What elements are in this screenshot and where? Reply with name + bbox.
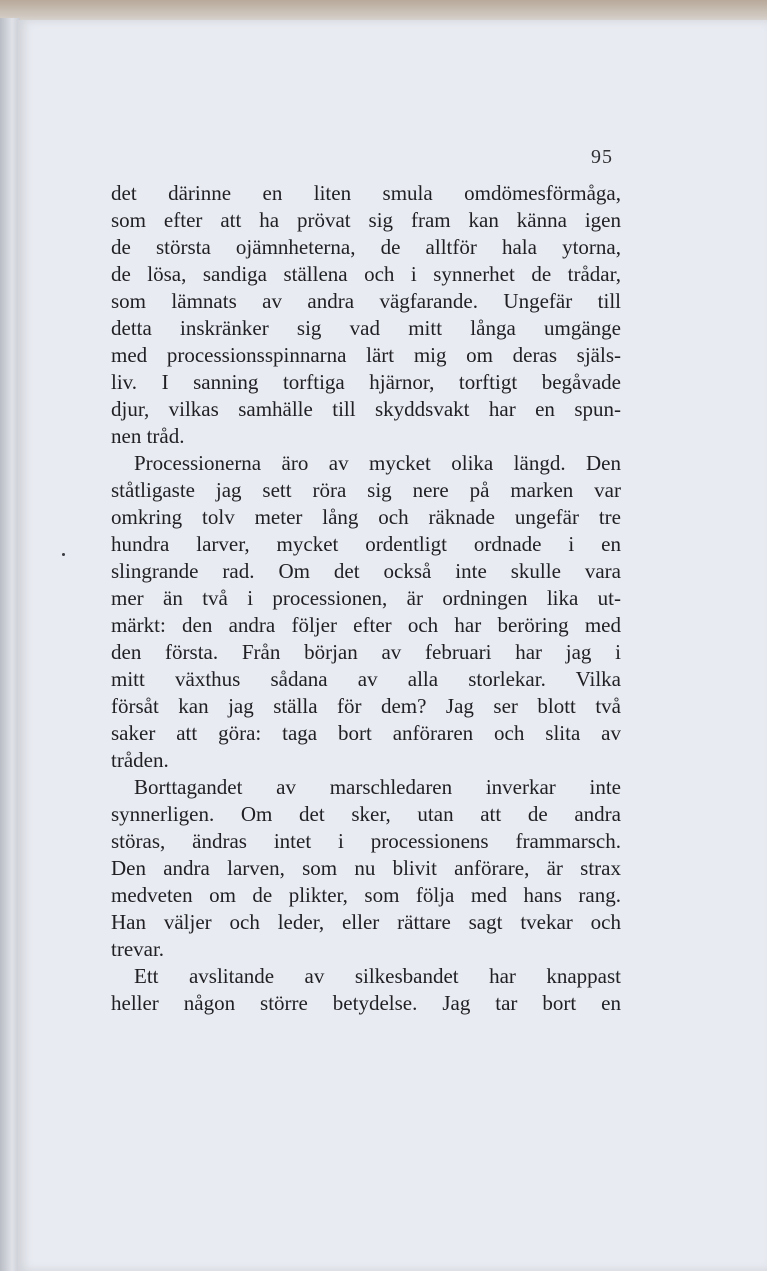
text-line: hundra larver, mycket ordentligt ordnade i en xyxy=(111,532,621,556)
text-line: Han väljer och leder, eller rättare sagt tvekar och xyxy=(111,910,621,934)
text-line: Processionerna äro av mycket olika längd. Den xyxy=(134,451,621,475)
text-line: Borttagandet av marschledaren inverkar inte xyxy=(134,775,621,799)
text-line: de lösa, sandiga ställena och i synnerhet de trådar, xyxy=(111,262,621,286)
text-line: liv. I sanning torftiga hjärnor, torftigt begåvade xyxy=(111,370,621,394)
text-line: som efter att ha prövat sig fram kan känna igen xyxy=(111,208,621,232)
text-line: detta inskränker sig vad mitt långa umgänge xyxy=(111,316,621,340)
text-line: saker att göra: taga bort anföraren och slita av xyxy=(111,721,621,745)
text-line: tråden. xyxy=(111,748,169,772)
text-line: medveten om de plikter, som följa med hans rang. xyxy=(111,883,621,907)
margin-speck xyxy=(62,553,65,556)
text-line: som lämnats av andra vägfarande. Ungefär till xyxy=(111,289,621,313)
text-line: Den andra larven, som nu blivit anförare, är strax xyxy=(111,856,621,880)
body-text xyxy=(111,180,621,1017)
text-line: synnerligen. Om det sker, utan att de andra xyxy=(111,802,621,826)
text-line: trevar. xyxy=(111,937,165,961)
left-page-edge xyxy=(0,18,20,1271)
text-line: det därinne en liten smula omdömesförmåga, xyxy=(111,181,621,205)
text-line: mitt växthus sådana av alla storlekar. Vilka xyxy=(111,667,621,691)
page-number: 95 xyxy=(591,146,613,168)
top-background-strip xyxy=(0,0,767,22)
text-line: slingrande rad. Om det också inte skulle vara xyxy=(111,559,621,583)
text-line: den första. Från början av februari har jag i xyxy=(111,640,621,664)
text-line: de största ojämnheterna, de alltför hala ytorna, xyxy=(111,235,621,259)
text-line: Ett avslitande av silkesbandet har knappast xyxy=(134,964,621,988)
text-line: med processionsspinnarna lärt mig om deras själs- xyxy=(111,343,621,367)
text-line: märkt: den andra följer efter och har beröring med xyxy=(111,613,621,637)
text-line: ståtligaste jag sett röra sig nere på marken var xyxy=(111,478,621,502)
text-line: försåt kan jag ställa för dem? Jag ser blott två xyxy=(111,694,621,718)
text-line: omkring tolv meter lång och räknade ungefär tre xyxy=(111,505,621,529)
text-line: nen tråd. xyxy=(111,424,185,448)
text-line: heller någon större betydelse. Jag tar bort en xyxy=(111,991,621,1015)
text-line: mer än två i processionen, är ordningen lika ut- xyxy=(111,586,621,610)
text-line: störas, ändras intet i processionens frammarsch. xyxy=(111,829,621,853)
text-line: djur, vilkas samhälle till skyddsvakt har en spun- xyxy=(111,397,621,421)
